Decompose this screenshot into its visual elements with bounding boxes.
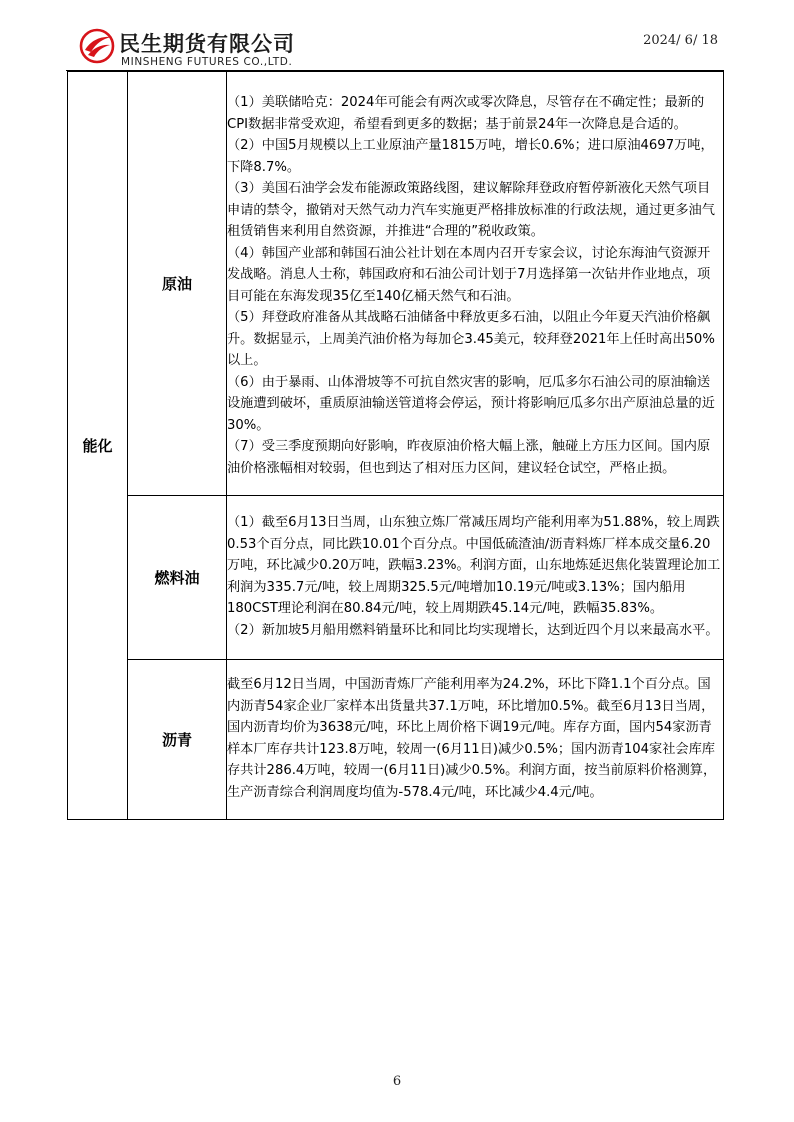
company-name-en: MINSHENG FUTURES CO.,LTD.: [121, 56, 293, 68]
paragraph: （3）美国石油学会发布能源政策路线图，建议解除拜登政府暂停新液化天然气项目申请的禁令，撤销对天然气动力汽车实施更严格排放标准的行政法规，通过更多油气租赁销售来利用自然资源，并推进“合理的”税收政策。: [227, 181, 715, 239]
page-header: [0, 0, 794, 74]
commodity-content: [227, 496, 724, 660]
commodity-table: [67, 71, 724, 820]
page-number: 6: [392, 1074, 402, 1089]
table-row: [68, 72, 724, 496]
commodity-name: 原油: [128, 72, 227, 496]
sector-cell: [68, 72, 128, 820]
company-name-cn: 民生期货有限公司: [119, 32, 295, 56]
table-row: [68, 496, 724, 660]
commodity-name: 沥青: [128, 660, 227, 820]
paragraph: （4）韩国产业部和韩国石油公社计划在本周内召开专家会议，讨论东海油气资源开发战略。消息人士称，韩国政府和石油公司计划于7月选择第一次钻井作业地点，项目可能在东海发现35亿至140亿桶天然气和石油。: [227, 245, 711, 304]
paragraph: （2）新加坡5月船用燃料销量环比和同比均实现增长，达到近四个月以来最高水平。: [227, 622, 719, 638]
paragraph: （7）受三季度预期向好影响，昨夜原油价格大幅上涨，触碰上方压力区间。国内原油价格涨幅相对较弱，但也到达了相对压力区间，建议轻仓试空，严格止损。: [227, 439, 711, 476]
paragraph: 截至6月12日当周，中国沥青炼厂产能利用率为24.2%，环比下降1.1个百分点。国内沥青54家企业厂家样本出货量共37.1万吨，环比增加0.5%。截至6月13日当周，国内沥青均价为3638元/吨，环比上周价格下调19元/吨。库存方面，国内54家沥青样本厂库存共计123.8万吨，较周一(6月11日)减少0.5%；国内沥青104家社会库库存共计286.4万吨，较周一(6月11日)减少0.5%。利润方面，按当前原料价格测算，生产沥青综合利润周度均值为-578.4元/吨，环比减少4.4元/吨。: [227, 677, 717, 800]
paragraph: （1）美联储哈克：2024年可能会有两次或零次降息，尽管存在不确定性；最新的CPI数据非常受欢迎，希望看到更多的数据；基于前景24年一次降息是合适的。: [227, 95, 705, 132]
paragraph: （1）截至6月13日当周，山东独立炼厂常减压周均产能利用率为51.88%，较上周跌0.53个百分点，同比跌10.01个百分点。中国低硫渣油/沥青料炼厂样本成交量6.20万吨，环比减少0.20万吨，跌幅3.23%。利润方面，山东地炼延迟焦化装置理论加工利润为335.7元/吨，较上周期325.5元/吨增加10.19元/吨或3.13%；国内船用180CST理论利润在80.84元/吨，较上周期跌45.14元/吨，跌幅35.83%。: [227, 515, 721, 616]
sector-label: 能化: [82, 437, 113, 455]
paragraph: （6）由于暴雨、山体滑坡等不可抗自然灾害的影响，厄瓜多尔石油公司的原油输送设施遭到破坏，重质原油输送管道将会停运，预计将影响厄瓜多尔出产原油总量的近30%。: [227, 374, 715, 433]
minsheng-logo-icon: [79, 28, 115, 64]
commodity-content: [227, 660, 724, 820]
commodity-content: [227, 72, 724, 496]
report-date: 2024/ 6/ 18: [643, 33, 718, 48]
paragraph: （5）拜登政府准备从其战略石油储备中释放更多石油，以阻止今年夏天汽油价格飙升。数据显示，上周美汽油价格为每加仑3.45美元，较拜登2021年上任时高出50%以上。: [227, 310, 715, 368]
commodity-name: 燃料油: [128, 496, 227, 660]
paragraph: （2）中国5月规模以上工业原油产量1815万吨，增长0.6%；进口原油4697万吨，下降8.7%。: [227, 138, 714, 175]
table-row: [68, 660, 724, 820]
